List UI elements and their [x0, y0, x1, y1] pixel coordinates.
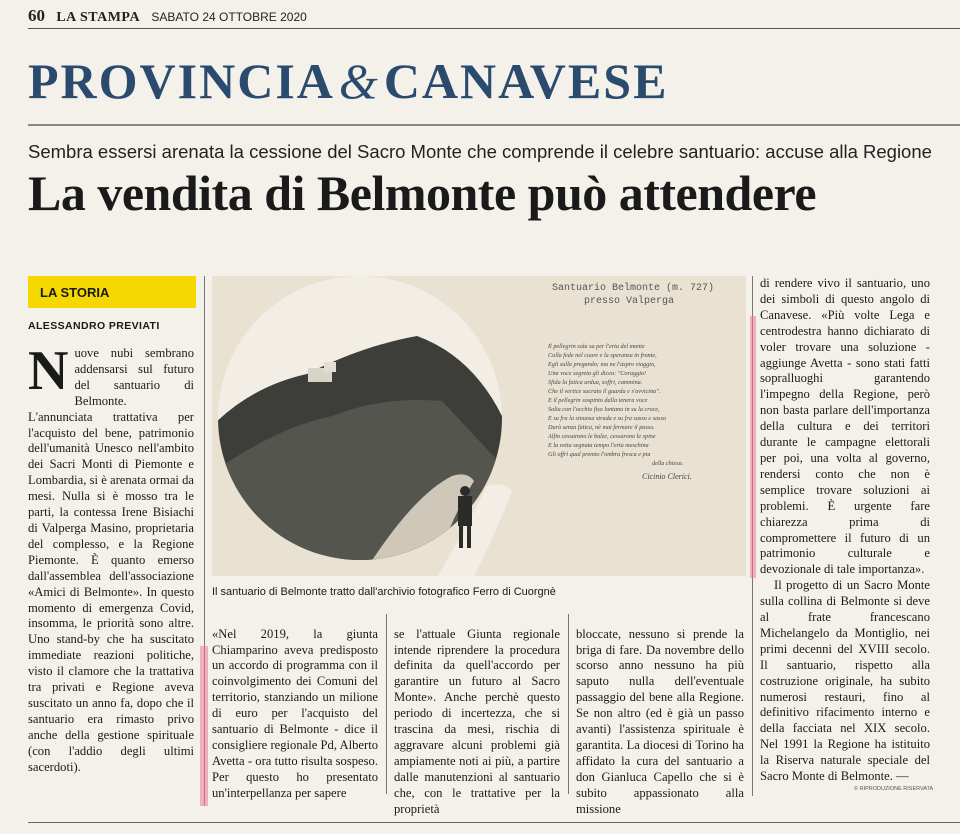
article-column-5-text-a: di rendere vivo il santuario, uno dei simboli di questo angolo di Canavese. «Più volte Lega e centrodestra hanno dichiarato di voler trovare una soluzione - aggiunge Avetta - sono stati fatti sopralluoghi garantendo l'impegno della Regione, però non basta parlare dell'importanza della cultura e dei territori durante le campagne elettorali per poi, una volta al governo, rendersi conto che non è semplice trovare soluzioni ai problemi. È urgente fare chiarezza prima di compromettere il futuro di un patrimonio culturale e devozionale di tale importanza».	[760, 276, 930, 577]
column-divider	[568, 614, 569, 794]
poem-line: Colla fede nel cuore e la speranza in fronte,	[548, 352, 657, 359]
story-tag	[28, 276, 196, 308]
article-column-4	[576, 614, 744, 830]
poem-line: E su fra la sinuosa strada e su fra sasso e sasso	[548, 415, 667, 422]
copyright-notice: © RIPRODUZIONE RISERVATA	[854, 786, 934, 792]
section-rule	[28, 124, 960, 126]
poem-line: della chiesa.	[652, 460, 684, 467]
page-number: 60	[28, 6, 45, 25]
article-column-1	[28, 340, 194, 775]
poem-line: Sfida la fatica ardua, soffri, cammina.	[548, 379, 643, 386]
article-column-3-text: se l'attuale Giunta regionale intende riprendere la procedura definita da quell'accordo per garantire un futuro al Sacro Monte». Anche perchè questo periodo di incertezza, che si trascina da mesi, rischia di aggravare alcuni problemi già ampiamente noti ai più, a partire dalle manutenzioni al santuario che, con le trattative per la proprietà	[394, 626, 560, 816]
highlight-mark	[750, 316, 756, 578]
section-title-right: CANAVESE	[383, 53, 669, 109]
section-title-amp: &	[338, 53, 380, 109]
postcard-illustration	[212, 276, 746, 576]
column-divider	[386, 614, 387, 794]
postcard-title-2: presso Valperga	[584, 296, 675, 307]
byline: ALESSANDRO PREVIATI	[28, 320, 160, 332]
poem-line: Alfin cessarono le balze, cessarono le spine	[548, 433, 656, 440]
poem-line: Una voce segreta gli dicea: "Coraggio!	[548, 370, 647, 377]
poem-line: Che il vertice sacrato il guarda e s'avvicina".	[548, 388, 661, 395]
article-column-1-text: uove nubi sembrano addensarsi sul futuro del santuario di Belmonte. L'annunciata trattativa per l'acquisto del bene, patrimonio dell'umanità Unesco nell'ambito dei Sacri Monti di Piemonte e Lombardia, si è arenata ormai da mesi. Nulla si è mosso tra le parti, la contessa Irene Bisiachi di Valperga Masino, proprietaria del complesso, e la Regione Piemonte. È quanto emerso dall'assemblea dell'associazione «Amici di Belmonte». In questo momento di emergenza Covid, insomma, le priorità sono altre. Uno stand-by che ha suscitato immediate reazioni politiche, visto il clamore che la trattativa tra privati e Regione aveva suscitato un anno fa, dopo che il santuario era rimasto privo anche della gestione spirituale (con l'addio degli ultimi sacerdoti).	[28, 346, 194, 774]
poem-line: Salia con l'occhio fiso lontano in su la croce,	[548, 406, 660, 413]
publication-name: LA STAMPA	[56, 10, 141, 25]
article-column-5-text-b: Il progetto di un Sacro Monte sulla collina di Belmonte si deve al frate francescano Michelangelo da Montiglio, nei primi decenni del XVIII secolo. Il santuario, rispetto alla costruzione originale, ha subito numerosi restauri, fino al definitivo rifacimento interno e della facciata nel XIX secolo. Nel 1991 la Regione ha istituito la Riserva naturale speciale del Sacro Monte di Belmonte. —	[760, 578, 930, 784]
story-tag-label: LA STORIA	[40, 285, 110, 300]
section-title	[28, 53, 669, 109]
poem-line: Egli sulla pregando; ma ne l'aspro viaggio,	[548, 361, 656, 368]
photo-postcard	[212, 276, 746, 576]
article-column-2	[212, 614, 378, 814]
kicker: Sembra essersi arenata la cessione del Sacro Monte che comprende il celebre santuario: accuse alla Regione	[28, 141, 932, 162]
poem-line: Durò senza fatica, nè mai fermare il passo.	[548, 424, 655, 431]
article-column-3	[394, 614, 560, 830]
drop-cap: N	[28, 340, 69, 402]
header-rule	[28, 28, 960, 29]
postcard-title-1: Santuario Belmonte (m. 727)	[552, 283, 715, 294]
footer-rule	[28, 822, 960, 823]
running-header	[28, 6, 307, 26]
headline: La vendita di Belmonte può attendere	[28, 165, 817, 221]
article-column-5	[760, 276, 930, 785]
poem-line: E il pellegrin sospinto dalla tenera voce	[548, 397, 648, 404]
highlight-mark	[200, 646, 208, 806]
postcard-signature: Cicinio Clerici.	[642, 472, 692, 481]
poem-line: E la vetta segnata tempo l'erta meschina	[548, 442, 649, 449]
section-title-left: PROVINCIA	[28, 53, 335, 109]
poem-line: Gli offrì qual premio l'ombra fresca e pia	[548, 451, 651, 458]
poem-line: Il pellegrin sola sa per l'erta del monte	[548, 343, 645, 350]
issue-date: SABATO 24 OTTOBRE 2020	[151, 10, 307, 24]
article-column-4-text: bloccate, nessuno si prende la briga di fare. Da novembre dello scorso anno nessuno ha più saputo nulla dell'eventuale passaggio del bene alla Regione. Se non altro (ed è già un passo avanti) l'assistenza spirituale è garantita. La diocesi di Torino ha affidato la cura del santuario a don Gianluca Capello che si è subito appassionato alla missione	[576, 626, 744, 816]
photo-caption: Il santuario di Belmonte tratto dall'archivio fotografico Ferro di Cuorgnè	[212, 586, 556, 598]
article-column-2-text: «Nel 2019, la giunta Chiamparino aveva predisposto un accordo di programma con il coinvolgimento dei Comuni del territorio, stanziando un milione di euro per l'acquisto del santuario di Belmonte - dice il consigliere regionale Pd, Alberto Avetta - ora tutto risulta sospeso. Per questo ho presentato un'interpellanza per sapere	[212, 626, 378, 800]
